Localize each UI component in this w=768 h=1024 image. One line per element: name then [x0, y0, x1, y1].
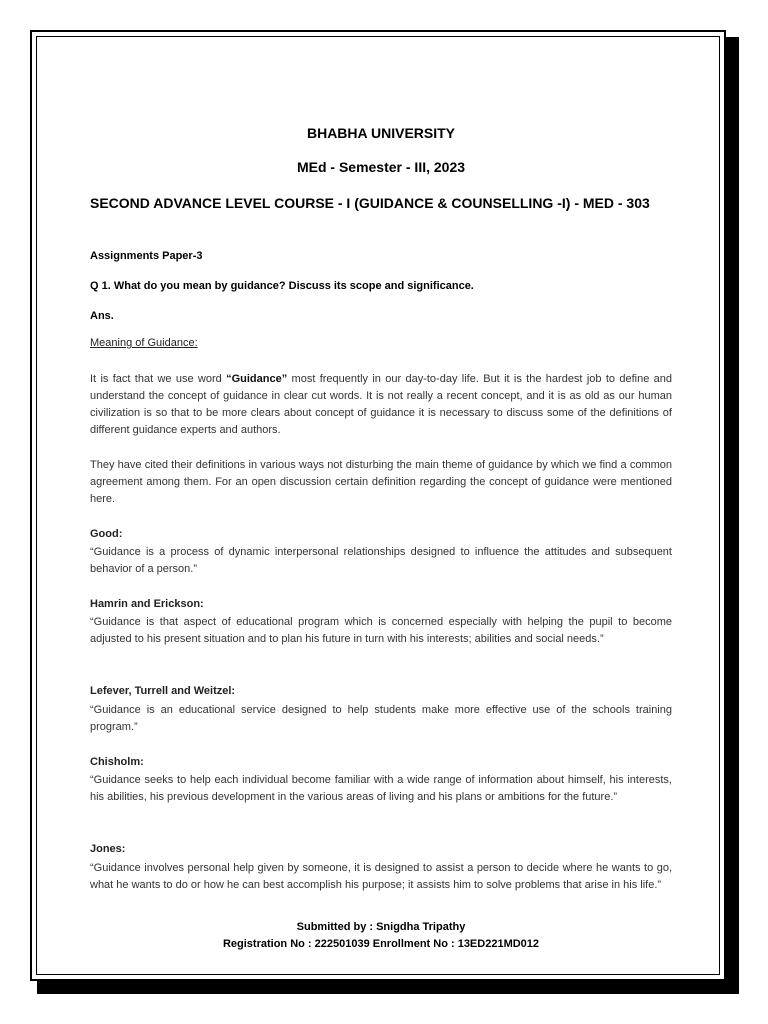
definition-author: Chisholm: — [90, 756, 144, 768]
definition-quote: “Guidance seeks to help each individual become familiar with a wide range of information about himself, his interests, his abilities, his previous development in the various areas of living and his plans or ambitions for the future.” — [90, 774, 672, 803]
section-heading: Meaning of Guidance: — [90, 337, 198, 349]
paragraph-intro-bold: “Guidance” — [226, 373, 288, 385]
assignment-paper: Assignments Paper-3 — [90, 250, 203, 262]
definition-author: Hamrin and Erickson: — [90, 598, 204, 610]
course-title: SECOND ADVANCE LEVEL COURSE - I (GUIDANCE & COUNSELLING -I) - MED - 303 — [90, 195, 650, 211]
semester-title: MEd - Semester - III, 2023 — [296, 159, 466, 175]
paragraph-definitions-intro: They have cited their definitions in various ways not disturbing the main theme of guidance by which we find a common agreement among them. For an open discussion certain definition regarding the concept of guidance were mentioned here. — [90, 459, 672, 505]
definition-quote: “Guidance is an educational service designed to help students make more effective use of the schools training program.” — [90, 704, 672, 733]
definition-author: Good: — [90, 528, 123, 540]
definition-quote: “Guidance involves personal help given by someone, it is designed to assist a person to decide where he wants to go, what he wants to do or how he can best accomplish his purpose; it assists him to solve problems that arise in his life.” — [90, 862, 672, 891]
paragraph-intro-end: most frequently in our day-to-day life. But it is the hardest job to define and understand the concept of guidance in clear cut words. It is not really a recent concept, and it is as old as our human civilization is so that to be more clears about concept of guidance it is necessary to discuss some of the definitions of different guidance experts and authors. — [90, 373, 672, 436]
answer-label: Ans. — [90, 310, 114, 322]
question-text: Q 1. What do you mean by guidance? Discuss its scope and significance. — [90, 280, 474, 292]
paragraph-intro — [90, 371, 672, 439]
paragraph-intro-start: It is fact that we use word — [90, 373, 227, 385]
definition-quote: “Guidance is that aspect of educational program which is concerned especially with helping the pupil to become adjusted to his present situation and to plan his future in turn with his interests; abilities and social needs.” — [90, 616, 672, 645]
definition-author: Jones: — [90, 843, 126, 855]
registration-info: Registration No : 222501039 Enrollment No : 13ED221MD012 — [222, 938, 540, 950]
definition-quote: “Guidance is a process of dynamic interpersonal relationships designed to influence the attitudes and subsequent behavior of a person.” — [90, 546, 672, 575]
definition-author: Lefever, Turrell and Weitzel: — [90, 685, 236, 697]
university-title: BHABHA UNIVERSITY — [306, 125, 456, 141]
submitted-by: Submitted by : Snigdha Tripathy — [296, 921, 466, 933]
